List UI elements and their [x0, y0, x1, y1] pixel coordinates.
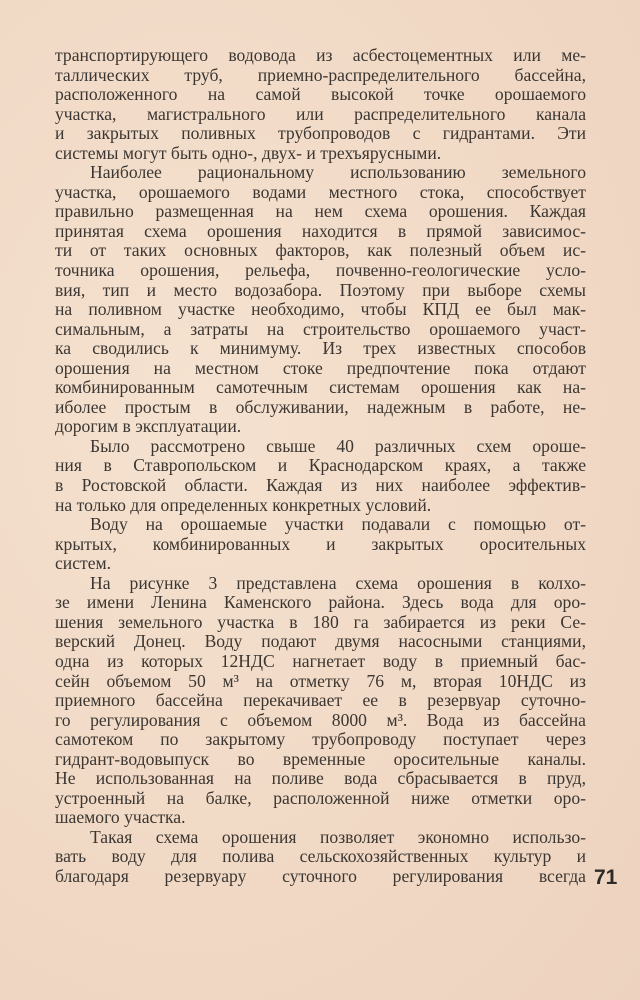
paragraph [55, 574, 586, 828]
text-line: крытых, комбинированных и закрытых оросительных [55, 533, 586, 554]
text-line: дорогим в эксплуатации. [55, 416, 242, 437]
text-line: системы могут быть одно-, двух- и трехъярусными. [55, 142, 442, 163]
page-number: 71 [594, 866, 618, 889]
text-line: иболее простым в обслуживании, надежным в работе, не- [55, 396, 586, 417]
paragraph [55, 163, 586, 437]
text-line: принятая схема орошения находится в прямой зависимос- [55, 220, 586, 241]
text-line: точника орошения, рельефа, почвенно-геологические усло- [55, 260, 586, 281]
text-line: сейн объемом 50 м³ на отметку 76 м, вторая 10НДС из [55, 670, 586, 691]
text-line: таллических труб, приемно-распределительного бассейна, [55, 64, 586, 85]
text-line: на поливном участке необходимо, чтобы КПД ее был мак- [55, 299, 586, 320]
text-line: Такая схема орошения позволяет экономно использо- [90, 826, 586, 847]
text-line: вия, тип и место водозабора. Поэтому при выборе схемы [55, 279, 586, 300]
text-line: ния в Ставропольском и Краснодарском краях, а также [55, 455, 586, 476]
text-line: Воду на орошаемые участки подавали с помощью от- [90, 514, 586, 535]
text-line: гидрант-водовыпуск во временные оросительные каналы. [55, 748, 586, 769]
paragraph [55, 437, 586, 515]
text-line: На рисунке 3 представлена схема орошения в колхо- [90, 572, 586, 593]
paragraph [55, 828, 586, 887]
text-line: шения земельного участка в 180 га забирается из реки Се- [55, 611, 586, 632]
text-line: благодаря резервуару суточного регулирования всегда [55, 865, 586, 886]
text-line: Было рассмотрено свыше 40 различных схем ороше- [90, 435, 586, 456]
text-line: Не использованная на поливе вода сбрасывается в пруд, [55, 768, 586, 789]
text-line: устроенный на балке, расположенной ниже отметки оро- [55, 787, 586, 808]
text-line: систем. [55, 553, 112, 574]
text-line: вать воду для полива сельскохозяйственных культур и [55, 846, 586, 867]
text-line: Наиболее рациональному использованию земельного [90, 162, 586, 183]
text-line: участка, магистрального или распределительного канала [55, 103, 586, 124]
text-line: зе имени Ленина Каменского района. Здесь вода для оро- [55, 592, 586, 613]
paragraph [55, 515, 586, 574]
text-line: ти от таких основных факторов, как полезный объем ис- [55, 240, 586, 261]
text-line: транспортирующего водовода из асбестоцементных или ме- [55, 45, 586, 65]
text-line: в Ростовской области. Каждая из них наиболее эффектив- [55, 475, 586, 496]
text-line: верский Донец. Воду подают двумя насосными станциями, [55, 631, 586, 652]
text-line: и закрытых поливных трубопроводов с гидрантами. Эти [55, 123, 586, 144]
text-line: приемного бассейна перекачивает ее в резервуар суточно- [55, 690, 586, 711]
text-line: на только для определенных конкретных условий. [55, 494, 432, 515]
text-line: участка, орошаемого водами местного стока, способствует [55, 181, 586, 202]
text-line: самотеком по закрытому трубопроводу поступает через [55, 729, 586, 750]
text-line: орошения на местном стоке предпочтение пока отдают [55, 357, 586, 378]
body-text [55, 46, 586, 887]
paragraph [55, 46, 586, 163]
text-line: ка сводились к минимуму. Из трех известных способов [55, 338, 586, 359]
text-line: комбинированным самотечным системам орошения как на- [55, 377, 586, 398]
text-line: го регулирования с объемом 8000 м³. Вода из бассейна [55, 709, 586, 730]
text-line: одна из которых 12НДС нагнетает воду в приемный бас- [55, 650, 586, 671]
text-line: шаемого участка. [55, 807, 186, 828]
text-line: симальным, а затраты на строительство орошаемого участ- [55, 318, 586, 339]
text-line: правильно размещенная на нем схема орошения. Каждая [55, 201, 586, 222]
text-line: расположенного на самой высокой точке орошаемого [55, 84, 586, 105]
